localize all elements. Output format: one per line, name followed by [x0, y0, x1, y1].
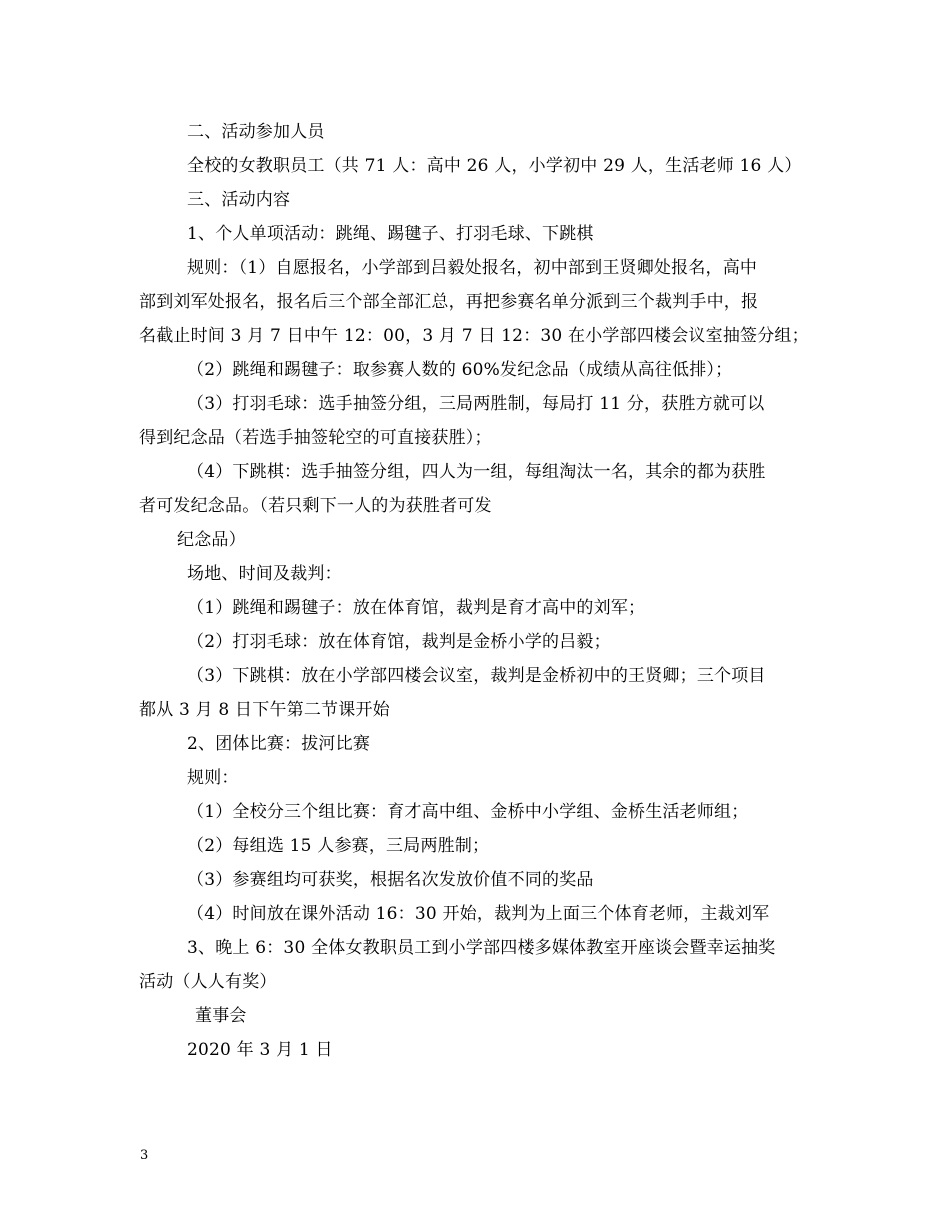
- paragraph-line: 规则：（1）自愿报名，小学部到吕毅处报名，初中部到王贤卿处报名，高中: [187, 258, 758, 278]
- paragraph-line: 名截止时间 3 月 7 日中午 12：00，3 月 7 日 12：30 在小学部四楼会议室抽签分组；: [139, 326, 809, 346]
- paragraph-line: 纪念品）: [177, 530, 246, 550]
- paragraph-line: （2）打羽毛球：放在体育馆，裁判是金桥小学的吕毅；: [187, 632, 611, 652]
- subsection-heading-venue: 场地、时间及裁判：: [187, 564, 342, 584]
- subsection-heading-team: 2、团体比赛：拔河比赛: [187, 734, 371, 754]
- signature-date: 2020 年 3 月 1 日: [187, 1040, 333, 1060]
- signature-organization: 董事会: [195, 1006, 247, 1026]
- paragraph-line: （2）每组选 15 人参赛，三局两胜制；: [187, 836, 490, 856]
- paragraph-line: 活动（人人有奖）: [139, 972, 277, 992]
- paragraph-line: （3）打羽毛球：选手抽签分组，三局两胜制，每局打 11 分，获胜方就可以: [187, 394, 765, 414]
- paragraph-line: 都从 3 月 8 日下午第二节课开始: [139, 700, 390, 720]
- paragraph-line: （1）全校分三个组比赛：育才高中组、金桥中小学组、金桥生活老师组；: [187, 802, 749, 822]
- paragraph-line: （3）下跳棋：放在小学部四楼会议室，裁判是金桥初中的王贤卿；三个项目: [187, 666, 766, 686]
- paragraph-line: （1）跳绳和踢毽子：放在体育馆，裁判是育才高中的刘军；: [187, 598, 646, 618]
- paragraph-line: 规则：: [187, 768, 239, 788]
- subsection-heading-evening: 3、晚上 6：30 全体女教职员工到小学部四楼多媒体教室开座谈会暨幸运抽奖: [187, 938, 776, 958]
- paragraph-line: （3）参赛组均可获奖，根据名次发放价值不同的奖品: [187, 870, 594, 890]
- paragraph-line: 得到纪念品（若选手抽签轮空的可直接获胜）；: [139, 428, 492, 448]
- paragraph-line: （4）时间放在课外活动 16：30 开始，裁判为上面三个体育老师，主裁刘军: [187, 904, 770, 924]
- paragraph-line: （2）跳绳和踢毽子：取参赛人数的 60%发纪念品（成绩从高往低排）；: [187, 360, 733, 380]
- section-heading-content: 三、活动内容: [187, 190, 291, 210]
- paragraph-line: 部到刘军处报名，报名后三个部全部汇总，再把参赛名单分派到三个裁判手中，报: [139, 292, 759, 312]
- subsection-heading-individual: 1、个人单项活动：跳绳、踢毽子、打羽毛球、下跳棋: [187, 224, 594, 244]
- paragraph-line: 者可发纪念品。（若只剩下一人的为获胜者可发: [139, 496, 492, 516]
- paragraph-line: （4）下跳棋：选手抽签分组，四人为一组，每组淘汰一名，其余的都为获胜: [187, 462, 766, 482]
- paragraph-line: 全校的女教职员工（共 71 人：高中 26 人，小学初中 29 人，生活老师 16 人）: [187, 156, 802, 176]
- section-heading-participants: 二、活动参加人员: [187, 122, 325, 142]
- page-number: 3: [140, 1148, 149, 1163]
